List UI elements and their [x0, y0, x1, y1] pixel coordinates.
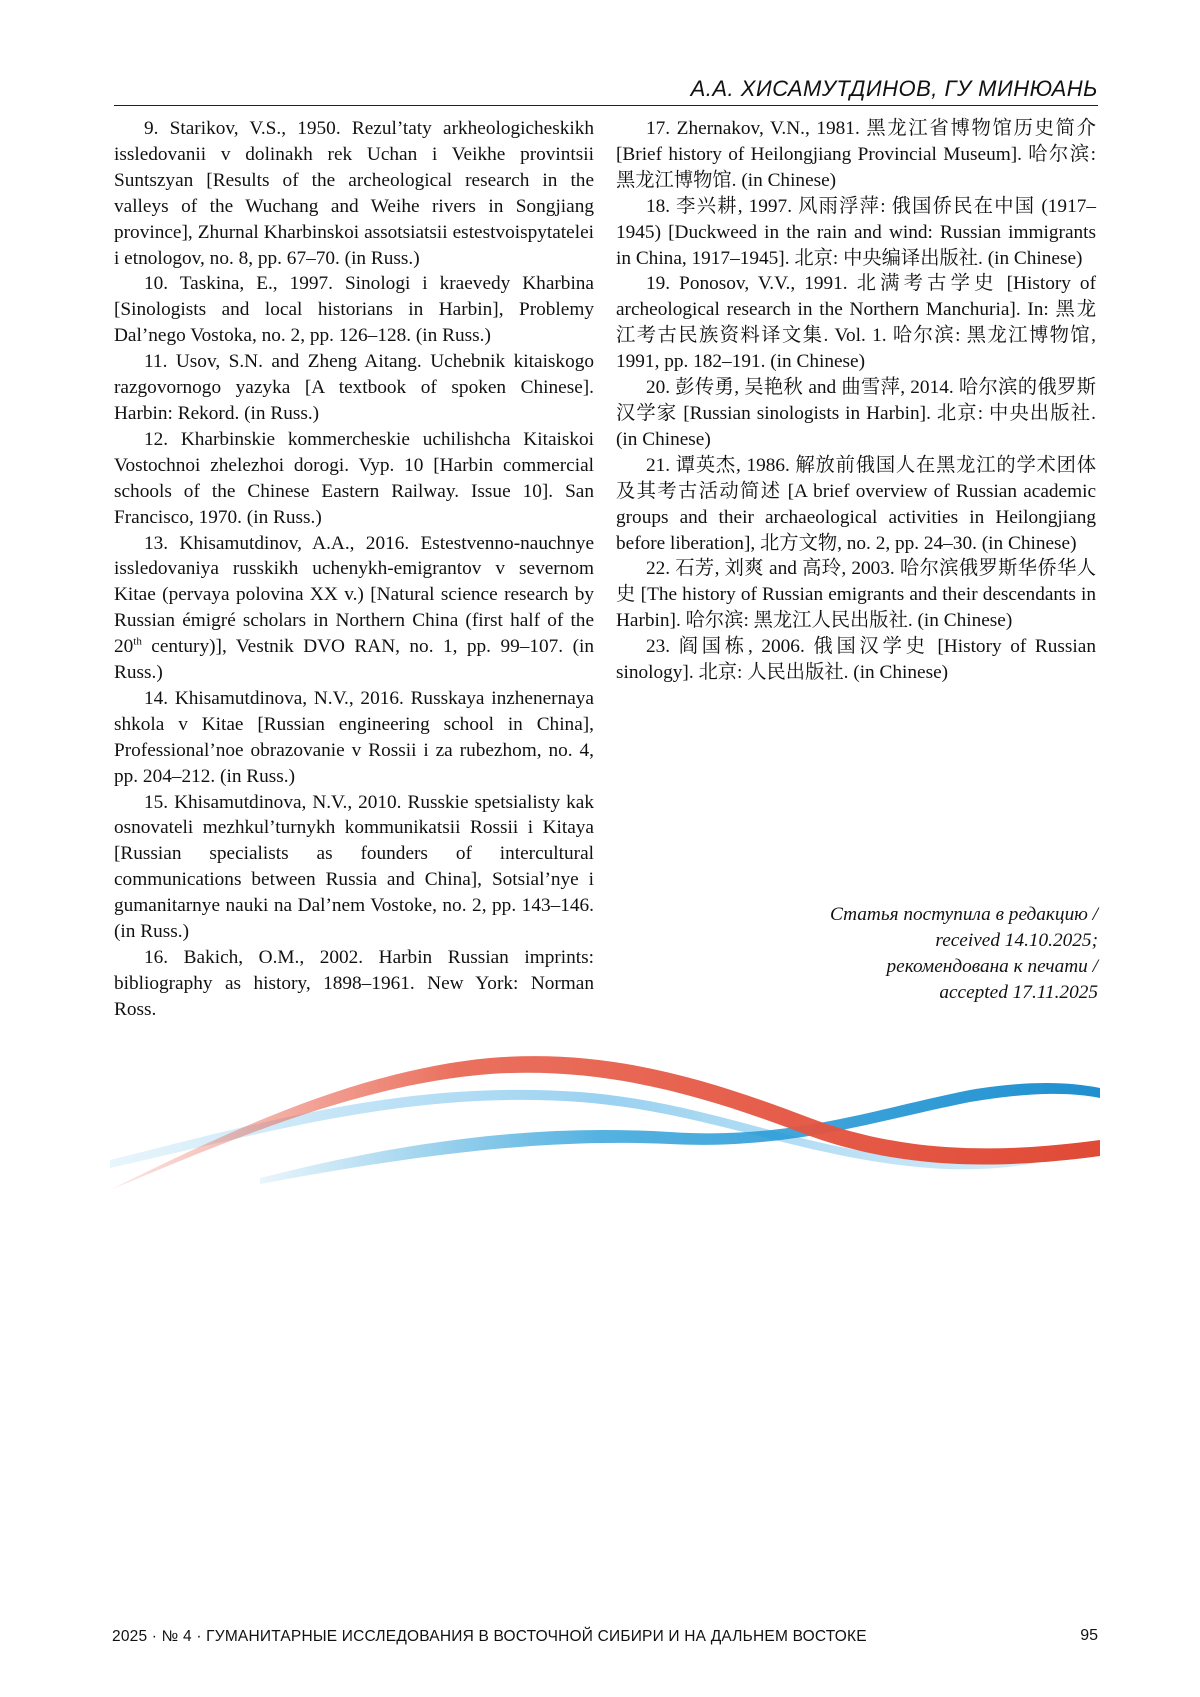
received-accepted-note: [830, 902, 1098, 1006]
reference-22: 22. 石芳, 刘爽 and 高玲, 2003. 哈尔滨俄罗斯华侨华人史 [The history of Russian emigrants and their descendants in Harbin]. 哈尔滨: 黑龙江人民出版社. (in Chinese): [616, 558, 1096, 632]
ordinal-superscript: th: [133, 635, 142, 648]
reference-18: 18. 李兴耕, 1997. 风雨浮萍: 俄国侨民在中国 (1917–1945) [Duckweed in the rain and wind: Russian immigrants in China, 1917–1945]. 北京: 中央编译出版社. (in Chinese): [616, 195, 1096, 269]
reference-21: 21. 谭英杰, 1986. 解放前俄国人在黑龙江的学术团体及其考古活动简述 [A brief overview of Russian academic groups and their archaeological activities in Heilongjiang before liberation], 北方文物, no. 2, pp. 24–30. (in Chinese): [616, 454, 1096, 554]
header-rule: [114, 105, 1098, 106]
page-number: 95: [1080, 1627, 1098, 1644]
reference-17: 17. Zhernakov, V.N., 1981. 黑龙江省博物馆历史简介 [Brief history of Heilongjiang Provincial Museum]. 哈尔滨: 黑龙江博物馆. (in Chinese): [616, 118, 1096, 191]
reference-9: 9. Starikov, V.S., 1950. Rezul’taty arkheologicheskikh issledovanii v dolinakh rek Uchan i Veikhe provintsii Suntszyan [Results of the archeological research in the valleys of the Wuchang and Weihe rivers in Songjiang province], Zhurnal Kharbinskoi assotsiatsii estestvoispytatelei i etnologov, no. 8, pp. 67–70. (in Russ.): [114, 118, 594, 269]
reference-16: 16. Bakich, O.M., 2002. Harbin Russian imprints: bibliography as history, 1898–1961. New York: Norman Ross.: [114, 947, 594, 1020]
received-line-3: рекомендована к печати /: [886, 956, 1098, 977]
reference-23: 23. 阎国栋, 2006. 俄国汉学史 [History of Russian sinology]. 北京: 人民出版社. (in Chinese): [616, 636, 1096, 684]
reference-15: 15. Khisamutdinova, N.V., 2010. Russkie spetsialisty kak osnovateli mezhkul’turnykh kommunikatsii Rossii i Kitaya [Russian specialists as founders of intercultural communications between Russia and China], Sotsial’nye i gumanitarnye nauki na Dal’nem Vostoke, no. 2, pp. 143–146. (in Russ.): [114, 791, 594, 943]
reference-19: 19. Ponosov, V.V., 1991. 北满考古学史 [History of archeological research in the Northern Manchuria]. In: 黑龙江考古民族资料译文集. Vol. 1. 哈尔滨: 黑龙江博物馆, 1991, pp. 182–191. (in Chinese): [616, 273, 1096, 373]
reference-12: 12. Kharbinskie kommercheskie uchilishcha Kitaiskoi Vostochnoi zhelezhoi dorogi. Vyp. 10 [Harbin commercial schools of the Chinese Eastern Railway. Issue 10]. San Francisco, 1970. (in Russ.): [114, 428, 594, 528]
running-head-authors: А.А. ХИСАМУТДИНОВ, ГУ МИНЮАНЬ: [690, 76, 1098, 101]
received-line-4: accepted 17.11.2025: [939, 982, 1098, 1003]
decorative-waves: [110, 1040, 1100, 1190]
reference-10: 10. Taskina, E., 1997. Sinologi i kraevedy Kharbina [Sinologists and local historians in Harbin], Problemy Dal’nego Vostoka, no. 2, pp. 126–128. (in Russ.): [114, 273, 594, 347]
footer-journal-title: 2025 · № 4 · ГУМАНИТАРНЫЕ ИССЛЕДОВАНИЯ В ВОСТОЧНОЙ СИБИРИ И НА ДАЛЬНЕМ ВОСТОКЕ: [112, 1628, 867, 1645]
reference-14: 14. Khisamutdinova, N.V., 2016. Russkaya inzhenernaya shkola v Kitae [Russian engineering school in China], Professional’noe obrazovanie v Rossii i za rubezhom, no. 4, pp. 204–212. (in Russ.): [114, 687, 594, 787]
received-line-1: Статья поступила в редакцию /: [829, 904, 1098, 925]
reference-13: 13. Khisamutdinov, A.A., 2016. Estestvenno-nauchnye issledovaniya russkikh uchenykh-emigrantov v severnom Kitae (pervaya polovina XX v.) [Natural science research by Russian émigré scholars in Northern China (first half of the 20th century)], Vestnik DVO RAN, no. 1, pp. 99–107. (in Russ.): [114, 532, 594, 684]
wave-red: [110, 1056, 1100, 1190]
reference-20: 20. 彭传勇, 吴艳秋 and 曲雪萍, 2014. 哈尔滨的俄罗斯汉学家 [Russian sinologists in Harbin]. 北京: 中央出版社. (in Chinese): [616, 377, 1096, 450]
received-line-2: received 14.10.2025;: [935, 930, 1098, 951]
reference-11: 11. Usov, S.N. and Zheng Aitang. Uchebnik kitaiskogo razgovornogo yazyka [A textbook of spoken Chinese]. Harbin: Rekord. (in Russ.): [114, 351, 594, 424]
references-column-left: [114, 116, 594, 1023]
references-column-right: [616, 116, 1096, 686]
